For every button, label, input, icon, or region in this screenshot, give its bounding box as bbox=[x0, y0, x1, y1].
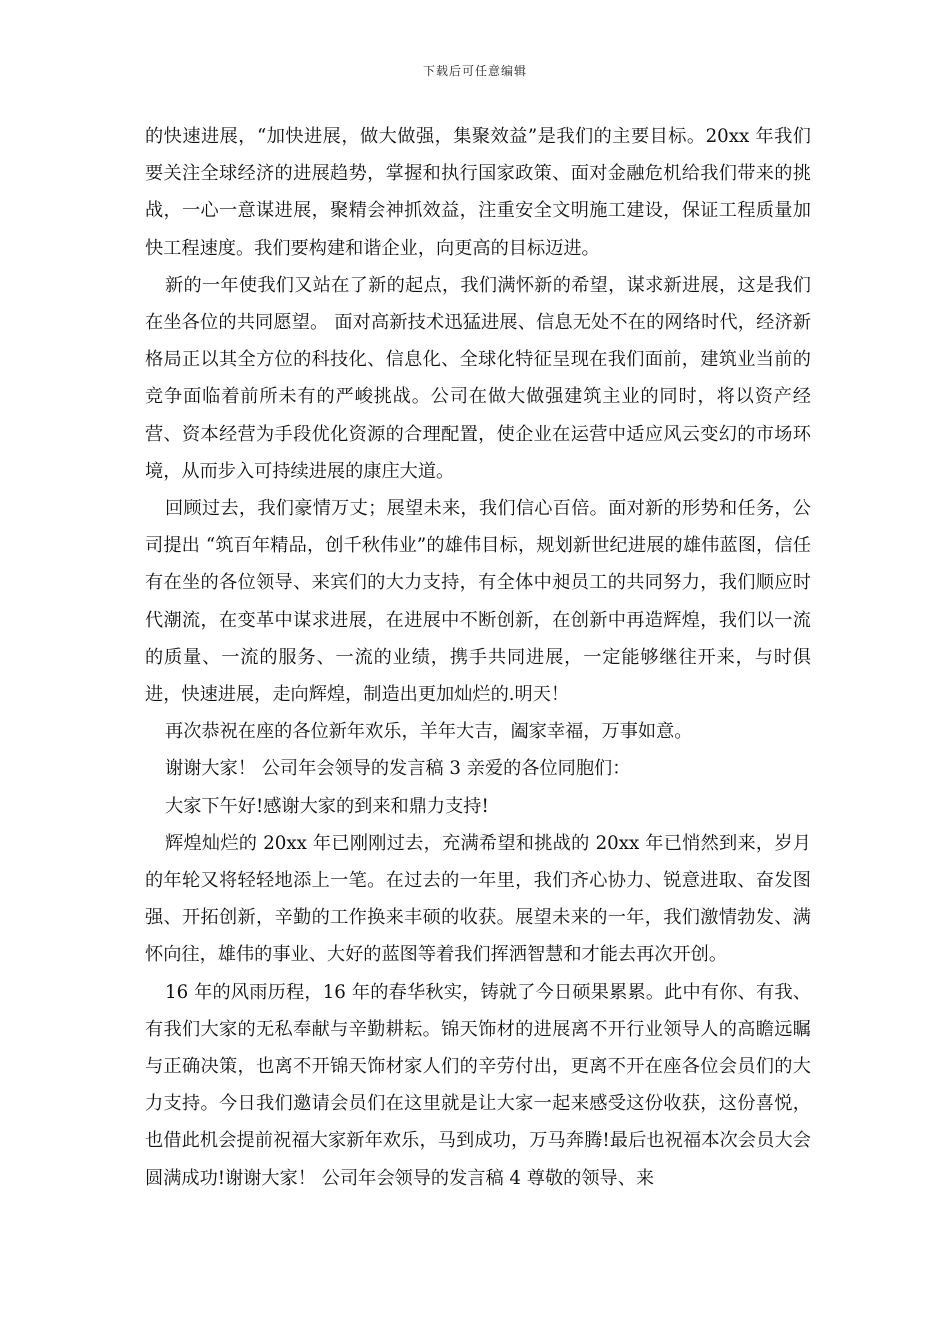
paragraph-1: 的快速进展，“加快进展，做大做强，集聚效益”是我们的主要目标。20xx 年我们要关注全球经济的进展趋势，掌握和执行国家政策、面对金融危机给我们带来的挑战，一心一意谋进展，聚精会神抓效益，注重安全文明施工建设，保证工程质量加快工程速度。我们要构建和谐企业，向更高的目标迈进。 bbox=[145, 126, 811, 259]
paragraph-3: 回顾过去，我们豪情万丈；展望未来，我们信心百倍。面对新的形势和任务，公司提出 “筑百年精品，创千秋伟业”的雄伟目标，规划新世纪进展的雄伟蓝图，信任有在坐的各位领导、来宾们的大力支持，有全体中昶员工的共同努力，我们顺应时代潮流，在变革中谋求进展，在进展中不断创新，在创新中再造辉煌，我们以一流的质量、一流的服务、一流的业绩，携手共同进展，一定能够继往开来，与时俱进，快速进展，走向辉煌，制造出更加灿烂的.明天！ bbox=[145, 498, 811, 706]
paragraph-2: 新的一年使我们又站在了新的起点，我们满怀新的希望，谋求新进展，这是我们在坐各位的共同愿望。 面对高新技术迅猛进展、信息无处不在的网络时代，经济新格局正以其全方位的科技化、信息化、全球化特征呈现在我们面前，建筑业当前的竞争面临着前所未有的严峻挑战。公司在做大做强建筑主业的同时，将以资产经营、资本经营为手段优化资源的合理配置，使企业在运营中适应风云变幻的市场环境，从而步入可持续进展的康庄大道。 bbox=[145, 274, 811, 482]
paragraph-5: 谢谢大家！ 公司年会领导的发言稿 3 亲爱的各位同胞们： bbox=[165, 758, 631, 780]
document-body bbox=[145, 118, 811, 1197]
paragraph-6: 大家下午好!感谢大家的到来和鼎力支持! bbox=[165, 795, 489, 817]
paragraph-8: 16 年的风雨历程，16 年的春华秋实，铸就了今日硕果累累。此中有你、有我、有我们大家的无私奉献与辛勤耕耘。锦天饰材的进展离不开行业领导人的高瞻远瞩与正确决策，也离不开锦天饰材家人们的辛劳付出，更离不开在座各位会员们的大力支持。今日我们邀请会员们在这里就是让大家一起来感受这份收获，这份喜悦，也借此机会提前祝福大家新年欢乐，马到成功，万马奔腾!最后也祝福本次会员大会圆满成功!谢谢大家！ 公司年会领导的发言稿 4 尊敬的领导、来 bbox=[145, 981, 811, 1189]
paragraph-4: 再次恭祝在座的各位新年欢乐，羊年大吉，阖家幸福，万事如意。 bbox=[165, 721, 693, 743]
page-header-note: 下载后可任意编辑 bbox=[422, 64, 527, 78]
paragraph-7: 辉煌灿烂的 20xx 年已刚刚过去，充满希望和挑战的 20xx 年已悄然到来，岁月的年轮又将轻轻地添上一笔。在过去的一年里，我们齐心协力、锐意进取、奋发图强、开拓创新，辛勤的工作换来丰硕的收获。展望未来的一年，我们激情勃发、满怀向往，雄伟的事业、大好的蓝图等着我们挥洒智慧和才能去再次开创。 bbox=[145, 832, 811, 966]
